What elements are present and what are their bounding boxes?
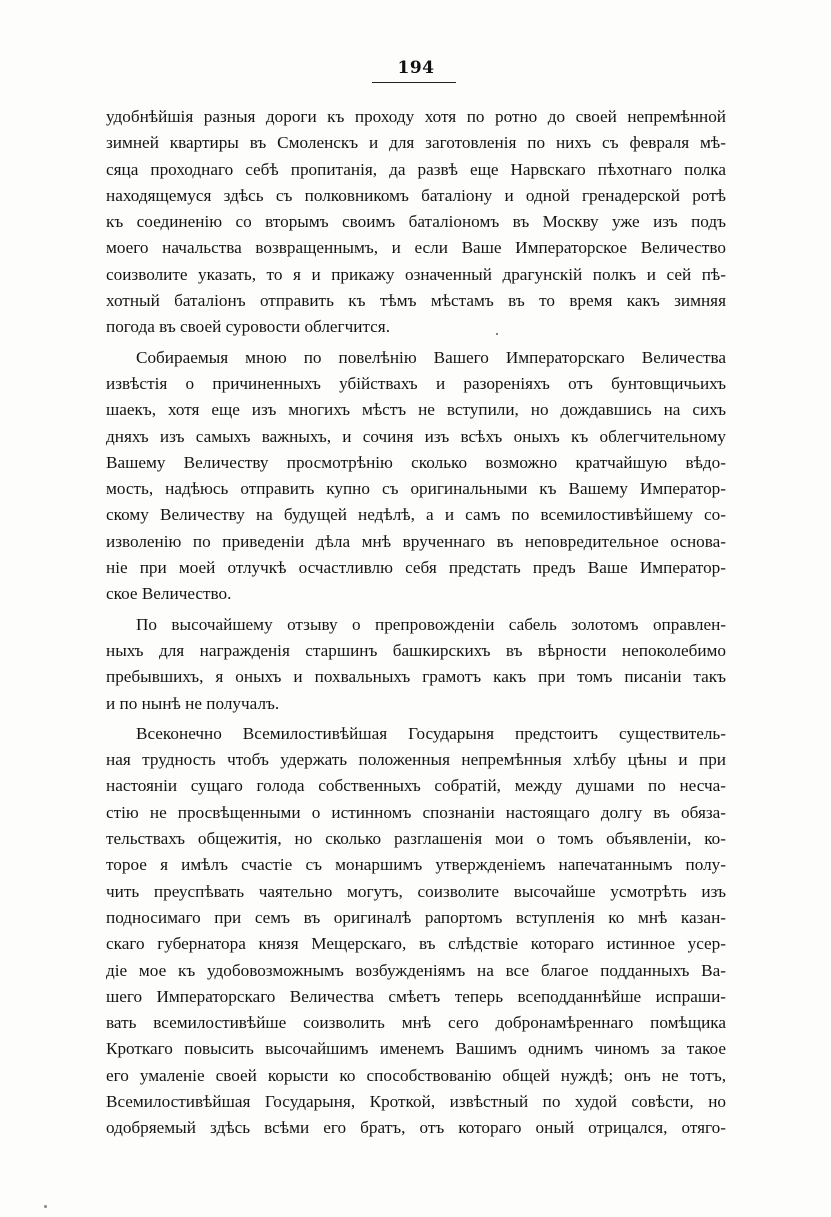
text-line: Вашему Величеству просмотрѣнію сколько возможно кратчайшую вѣдо- (106, 452, 726, 472)
text-line: скаго губернатора князя Мещерскаго, въ слѣдствіе котораго истинное усер- (106, 934, 726, 954)
text-line: ское Величество. (106, 584, 232, 604)
text-line: моего начальства возвращеннымъ, и если Ваше Императорское Величество (106, 238, 726, 258)
text-line: скому Величеству на будущей недѣлѣ, а и самъ по всемилостивѣйшему со- (106, 505, 726, 525)
text-line: По высочайшему отзыву о препровожденіи сабель золотомъ оправлен- (136, 614, 726, 634)
text-line: Всеконечно Всемилостивѣйшая Государыня предстоитъ существитель- (136, 723, 726, 743)
text-line: и по нынѣ не получалъ. (106, 693, 280, 713)
text-line: зимней квартиры въ Смоленскъ и для заготовленія по нихъ съ февраля мѣ- (106, 133, 726, 153)
text-line: къ соединенію со вторымъ своимъ баталіономъ въ Москву уже изъ подъ (106, 212, 726, 232)
text-line: чить преуспѣвать чаятельно могутъ, соизволите высочайше усмотрѣть изъ (106, 881, 726, 901)
text-line: извѣстія о причиненныхъ убійствахъ и разореніяхъ отъ бунтовщичьихъ (106, 373, 726, 393)
text-line: его умаленіе своей корысти ко способствованію общей нуждѣ; онъ не тотъ, (106, 1065, 726, 1085)
text-line: дняхъ изъ самыхъ важныхъ, и сочиня изъ всѣхъ оныхъ къ облегчительному (106, 426, 726, 446)
text-line: пребывшихъ, я оныхъ и похвальныхъ грамотъ какъ при томъ писаніи такъ (106, 667, 726, 687)
text-line: хотный баталіонъ отправить къ тѣмъ мѣстамъ въ то время какъ зимняя (106, 291, 726, 311)
print-speck (496, 333, 498, 335)
text-line: діе мое къ удобовозможнымъ возбужденіямъ на все благое подданныхъ Ва- (106, 960, 726, 980)
text-line: шего Императорскаго Величества смѣетъ теперь всеподданнѣйше испраши- (106, 986, 726, 1006)
text-line: одобряемый здѣсь всѣми его братъ, отъ котораго оный отрицался, отяго- (106, 1118, 726, 1138)
text-line: подносимаго при семъ въ оригиналѣ рапортомъ вступленія ко мнѣ казан- (106, 907, 726, 927)
text-line: вать всемилостивѣйше соизволить мнѣ сего добронамѣреннаго помѣщика (106, 1013, 726, 1033)
paragraph (106, 612, 726, 717)
text-line: мость, надѣюсь отправить купно съ оригинальными къ Вашему Император- (106, 479, 726, 499)
paragraph (106, 104, 726, 341)
text-line: Собираемыя мною по повелѣнію Вашего Императорскаго Величества (136, 347, 726, 367)
text-line: находящемуся здѣсь съ полковникомъ баталіону и одной гренадерской ротѣ (106, 185, 726, 205)
text-line: Всемилостивѣйшая Государыня, Кроткой, извѣстный по худой совѣсти, но (106, 1091, 726, 1111)
text-line: Кроткаго повысить высочайшимъ именемъ Вашимъ однимъ чиномъ за такое (106, 1039, 726, 1059)
text-line: шаекъ, хотя еще изъ многихъ мѣстъ не вступили, но дождавшись на сихъ (106, 400, 726, 420)
text-line: погода въ своей суровости облегчится. (106, 317, 391, 337)
text-line: тельствахъ общежитія, но сколько разглашенія мои о томъ объявленіи, ко- (106, 829, 726, 849)
page-number-rule (372, 82, 456, 83)
text-line: настояніи сущаго голода собственныхъ собратій, между душами по несча- (106, 776, 726, 796)
page-number: 194 (397, 58, 435, 78)
paragraph (106, 721, 726, 1142)
text-line: торое я имѣлъ счастіе съ монаршимъ утвержденіемъ напечатаннымъ полу- (106, 855, 726, 875)
body-text (106, 104, 726, 1142)
paragraph (106, 345, 726, 608)
text-line: изволенію по приведеніи дѣла мнѣ врученнаго въ неповредительное основа- (106, 531, 726, 551)
text-line: удобнѣйшія разныя дороги къ проходу хотя по ротно до своей непремѣнной (106, 107, 726, 126)
text-line: ніе при моей отлучкѣ осчастливлю себя предстать предъ Ваше Император- (106, 558, 726, 578)
print-speck (44, 1205, 47, 1208)
text-line: сяца проходнаго себѣ пропитанія, да развѣ еще Нарвскаго пѣхотнаго полка (106, 159, 726, 179)
text-line: ная трудность чтобъ удержать положенныя непремѣнныя хлѣбу цѣны и при (106, 750, 726, 770)
text-line: ныхъ для награжденія старшинъ башкирскихъ въ вѣрности непоколебимо (106, 640, 726, 660)
text-line: стію не просвѣщенными о истинномъ спознаніи настоящаго долгу въ обяза- (106, 802, 726, 822)
text-line: соизволите указать, то я и прикажу означенный драгунскій полкъ и сей пѣ- (106, 264, 726, 284)
